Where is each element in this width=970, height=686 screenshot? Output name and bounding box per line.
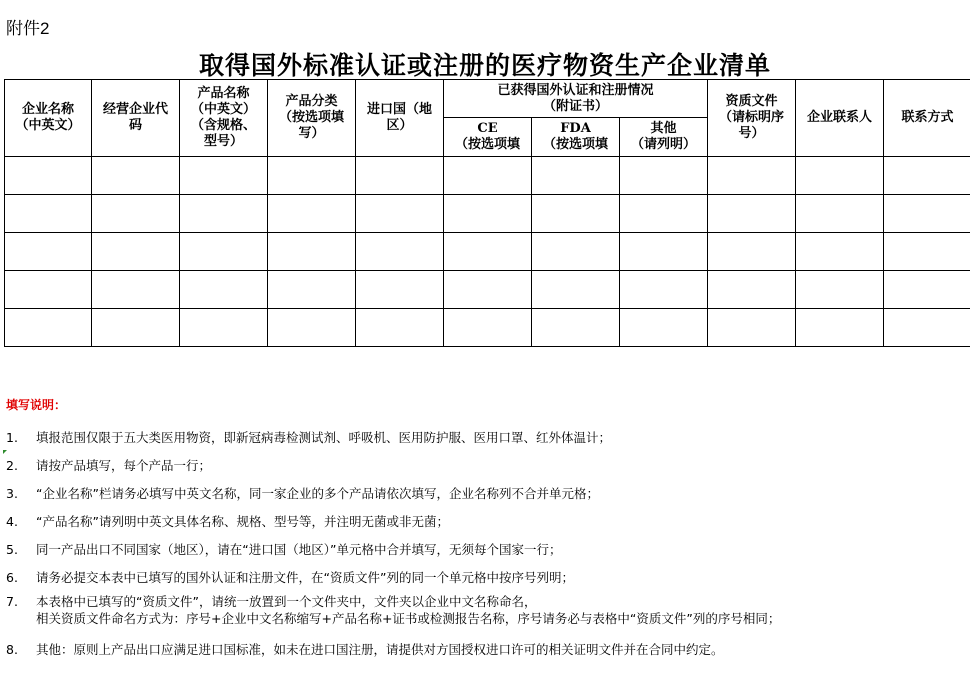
table-cell[interactable] (444, 233, 532, 271)
table-cell[interactable] (444, 195, 532, 233)
instruction-item (6, 641, 724, 658)
table-row (5, 271, 970, 309)
table-cell[interactable] (356, 157, 444, 195)
table-cell[interactable] (884, 157, 970, 195)
table-cell[interactable] (92, 233, 180, 271)
header-product-name: 产品名称 （中英文） （含规格、 型号） (180, 80, 268, 157)
table-cell[interactable] (92, 157, 180, 195)
instruction-text: 本表格中已填写的“资质文件”，请统一放置到一个文件夹中，文件夹以企业中文名称命名， (36, 594, 537, 609)
instruction-item (6, 541, 561, 558)
page-title: 取得国外标准认证或注册的医疗物资生产企业清单 (198, 51, 771, 80)
table-cell[interactable] (708, 309, 796, 347)
header-qualification-docs: 资质文件 （请标明序 号） (708, 80, 796, 157)
table-cell[interactable] (796, 195, 884, 233)
table-cell[interactable] (5, 157, 92, 195)
attachment-label: 附件2 (6, 19, 50, 38)
instruction-text: 其他：原则上产品出口应满足进口国标准，如未在进口国注册，请提供对方国授权进口许可的相关证明文件并在合同中约定。 (36, 642, 724, 657)
table-cell[interactable] (268, 233, 356, 271)
table-cell[interactable] (180, 271, 268, 309)
header-ce: CE （按选项填 (444, 118, 532, 157)
instruction-item (6, 569, 574, 586)
header-operating-code: 经营企业代 码 (92, 80, 180, 157)
instruction-text: 请按产品填写，每个产品一行； (36, 458, 212, 473)
table-cell[interactable] (5, 233, 92, 271)
table-cell[interactable] (268, 309, 356, 347)
instruction-number: 2. (6, 458, 18, 473)
instruction-number: 7. (6, 594, 18, 609)
table-row (5, 309, 970, 347)
table-row (5, 195, 970, 233)
header-fda: FDA （按选项填 (532, 118, 620, 157)
table-cell[interactable] (92, 309, 180, 347)
enterprise-list-table (4, 79, 970, 347)
table-cell[interactable] (92, 271, 180, 309)
header-product-category: 产品分类 （按选项填 写） (268, 80, 356, 157)
table-row (5, 233, 970, 271)
table-cell[interactable] (884, 233, 970, 271)
instruction-number: 4. (6, 514, 18, 529)
table-cell[interactable] (620, 195, 708, 233)
instruction-number: 8. (6, 642, 18, 657)
instruction-text: “企业名称”栏请务必填写中英文名称，同一家企业的多个产品请依次填写，企业名称列不合并单元格； (36, 486, 599, 501)
table-cell[interactable] (268, 157, 356, 195)
table-cell[interactable] (180, 157, 268, 195)
table-cell[interactable] (796, 309, 884, 347)
table-cell[interactable] (180, 309, 268, 347)
instruction-item (6, 457, 211, 474)
instruction-number: 3. (6, 486, 18, 501)
cell-comment-marker (3, 450, 7, 454)
table-cell[interactable] (884, 309, 970, 347)
table-row (5, 157, 970, 195)
instruction-text-continued: 相关资质文件命名方式为：序号+企业中文名称缩写+产品名称+证书或检测报告名称，序号请务必与表格中“资质文件”列的序号相同； (36, 611, 781, 626)
header-certification-group: 已获得国外认证和注册情况 （附证书） (444, 80, 708, 118)
table-cell[interactable] (532, 233, 620, 271)
table-cell[interactable] (532, 271, 620, 309)
instruction-item (6, 429, 611, 446)
table-cell[interactable] (620, 309, 708, 347)
instruction-text: 同一产品出口不同国家（地区），请在“进口国（地区）”单元格中合并填写，无须每个国家一行； (36, 542, 562, 557)
table-cell[interactable] (356, 195, 444, 233)
instruction-item (6, 485, 599, 502)
table-cell[interactable] (708, 157, 796, 195)
table-cell[interactable] (884, 271, 970, 309)
table-cell[interactable] (620, 157, 708, 195)
header-import-country: 进口国（地 区） (356, 80, 444, 157)
table-cell[interactable] (356, 233, 444, 271)
table-cell[interactable] (532, 195, 620, 233)
table-cell[interactable] (268, 271, 356, 309)
table-cell[interactable] (92, 195, 180, 233)
table-cell[interactable] (5, 309, 92, 347)
table-cell[interactable] (532, 309, 620, 347)
table-cell[interactable] (180, 233, 268, 271)
table-cell[interactable] (708, 271, 796, 309)
header-contact-person: 企业联系人 (796, 80, 884, 157)
table-cell[interactable] (708, 195, 796, 233)
instruction-text: 填报范围仅限于五大类医用物资，即新冠病毒检测试剂、呼吸机、医用防护服、医用口罩、红外体温计； (36, 430, 612, 445)
table-cell[interactable] (356, 271, 444, 309)
header-enterprise-name: 企业名称 （中英文） (5, 80, 92, 157)
table-cell[interactable] (5, 271, 92, 309)
table-cell[interactable] (796, 271, 884, 309)
table-cell[interactable] (444, 157, 532, 195)
header-other: 其他 （请列明） (620, 118, 708, 157)
table-cell[interactable] (796, 157, 884, 195)
table-cell[interactable] (268, 195, 356, 233)
table-cell[interactable] (5, 195, 92, 233)
instruction-item (6, 513, 449, 530)
instruction-item (6, 593, 780, 627)
instruction-number: 6. (6, 570, 18, 585)
table-cell[interactable] (180, 195, 268, 233)
instruction-text: 请务必提交本表中已填写的国外认证和注册文件，在“资质文件”列的同一个单元格中按序号列明； (36, 570, 574, 585)
table-cell[interactable] (884, 195, 970, 233)
header-contact-method: 联系方式 (884, 80, 970, 157)
table-cell[interactable] (620, 233, 708, 271)
table-cell[interactable] (708, 233, 796, 271)
instruction-number: 1. (6, 430, 18, 445)
instructions-title: 填写说明： (6, 398, 67, 412)
table-cell[interactable] (356, 309, 444, 347)
instruction-text: “产品名称”请列明中英文具体名称、规格、型号等，并注明无菌或非无菌； (36, 514, 449, 529)
table-cell[interactable] (444, 271, 532, 309)
table-cell[interactable] (620, 271, 708, 309)
table-cell[interactable] (444, 309, 532, 347)
instruction-number: 5. (6, 542, 18, 557)
table-cell[interactable] (532, 157, 620, 195)
table-cell[interactable] (796, 233, 884, 271)
